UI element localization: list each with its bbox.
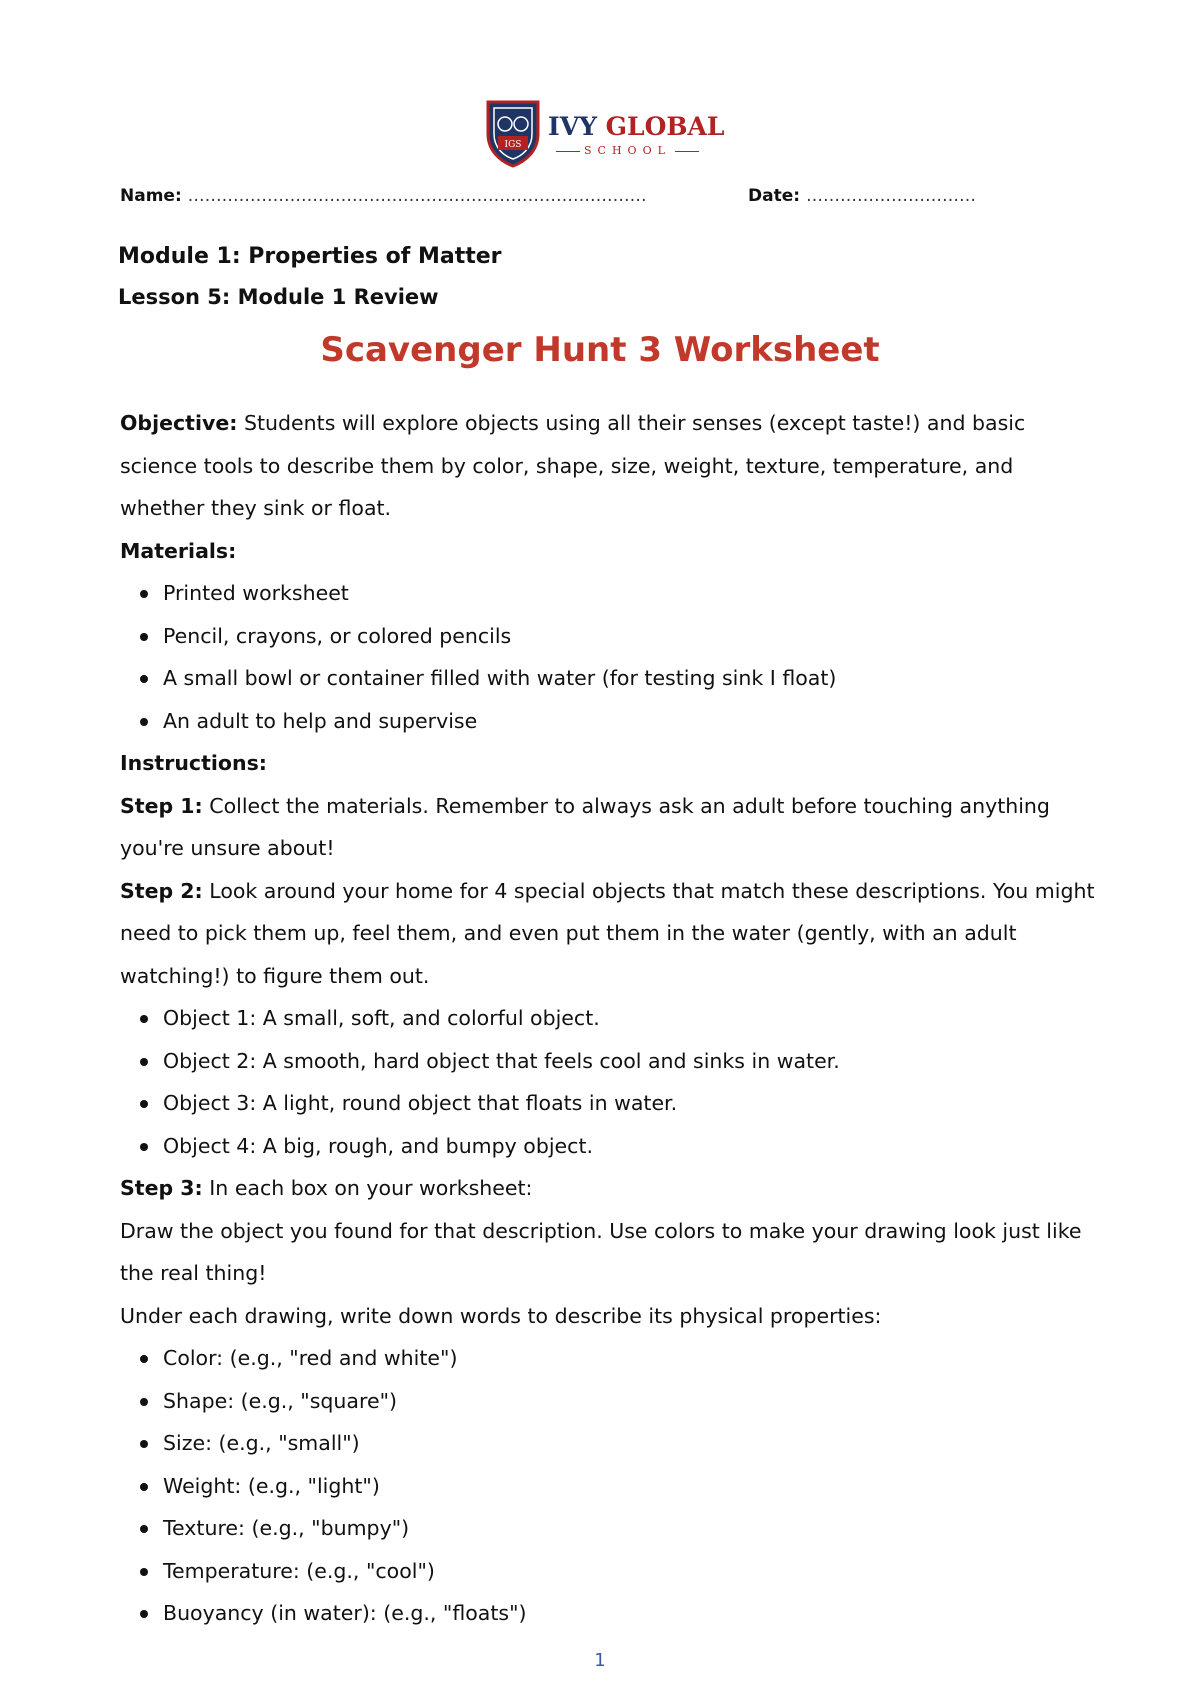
- step1-text: Collect the materials. Remember to always ask an adult before touching anything you're unsure about!: [120, 793, 1050, 860]
- objective-label: Objective:: [120, 411, 238, 435]
- list-item: Object 1: A small, soft, and colorful object.: [120, 997, 1100, 1040]
- module-heading: Module 1: Properties of Matter: [118, 244, 502, 269]
- list-item: An adult to help and supervise: [120, 700, 1100, 743]
- step1-label: Step 1:: [120, 793, 203, 818]
- list-item: Printed worksheet: [120, 572, 1100, 615]
- school-logo: [484, 98, 724, 172]
- objective-paragraph: [120, 402, 1100, 530]
- shield-text: IGS: [504, 140, 522, 150]
- logo-subtitle: SCHOOL: [552, 144, 703, 157]
- worksheet-body: [120, 402, 1100, 1635]
- name-label: Name:: [120, 186, 182, 206]
- step3-text: In each box on your worksheet:: [202, 1176, 533, 1200]
- list-item: Object 4: A big, rough, and bumpy object.: [120, 1125, 1100, 1168]
- step3-under-paragraph: Under each drawing, write down words to describe its physical properties:: [120, 1303, 882, 1328]
- date-label: Date:: [748, 186, 801, 206]
- name-field: [120, 186, 647, 206]
- lesson-heading: Lesson 5: Module 1 Review: [118, 285, 439, 309]
- step3-draw-paragraph: Draw the object you found for that description. Use colors to make your drawing look just like the real thing!: [120, 1218, 1082, 1285]
- materials-list: [120, 572, 1100, 742]
- properties-list: [120, 1337, 1100, 1635]
- step2-label: Step 2:: [120, 878, 203, 903]
- logo-brand-ivy: IVY: [548, 112, 597, 141]
- page-title: Scavenger Hunt 3 Worksheet: [320, 330, 880, 370]
- page-number: 1: [594, 1650, 606, 1671]
- step3-paragraph: [120, 1167, 1100, 1210]
- list-item: Pencil, crayons, or colored pencils: [120, 615, 1100, 658]
- instructions-label: Instructions:: [120, 751, 267, 775]
- list-item: A small bowl or container filled with water (for testing sink I float): [120, 657, 1100, 700]
- date-field: [748, 186, 976, 206]
- materials-label: Materials:: [120, 538, 237, 563]
- shield-icon: [484, 98, 542, 168]
- list-item: Object 2: A smooth, hard object that feels cool and sinks in water.: [120, 1040, 1100, 1083]
- list-item: Buoyancy (in water): (e.g., "floats"): [120, 1592, 1100, 1635]
- list-item: Weight: (e.g., "light"): [120, 1465, 1100, 1508]
- list-item: Object 3: A light, round object that floats in water.: [120, 1082, 1100, 1125]
- objects-list: [120, 997, 1100, 1167]
- list-item: Size: (e.g., "small"): [120, 1422, 1100, 1465]
- step2-text: Look around your home for 4 special objects that match these descriptions. You might need to pick them up, feel them, and even put them in the water (gently, with an adult watching!) to figure them out.: [120, 878, 1095, 988]
- name-blank: ………………………………………………………………………: [187, 186, 647, 206]
- objective-text: Students will explore objects using all their senses (except taste!) and basic science tools to describe them by color, shape, size, weight, texture, temperature, and whether they sink or float.: [120, 411, 1026, 520]
- step3-label: Step 3:: [120, 1176, 203, 1200]
- logo-brand: [548, 112, 724, 141]
- date-blank: …………………………: [805, 186, 976, 206]
- logo-brand-global: GLOBAL: [596, 112, 725, 141]
- list-item: Temperature: (e.g., "cool"): [120, 1550, 1100, 1593]
- step1-paragraph: [120, 785, 1100, 870]
- list-item: Texture: (e.g., "bumpy"): [120, 1507, 1100, 1550]
- list-item: Shape: (e.g., "square"): [120, 1380, 1100, 1423]
- step2-paragraph: [120, 870, 1100, 998]
- list-item: Color: (e.g., "red and white"): [120, 1337, 1100, 1380]
